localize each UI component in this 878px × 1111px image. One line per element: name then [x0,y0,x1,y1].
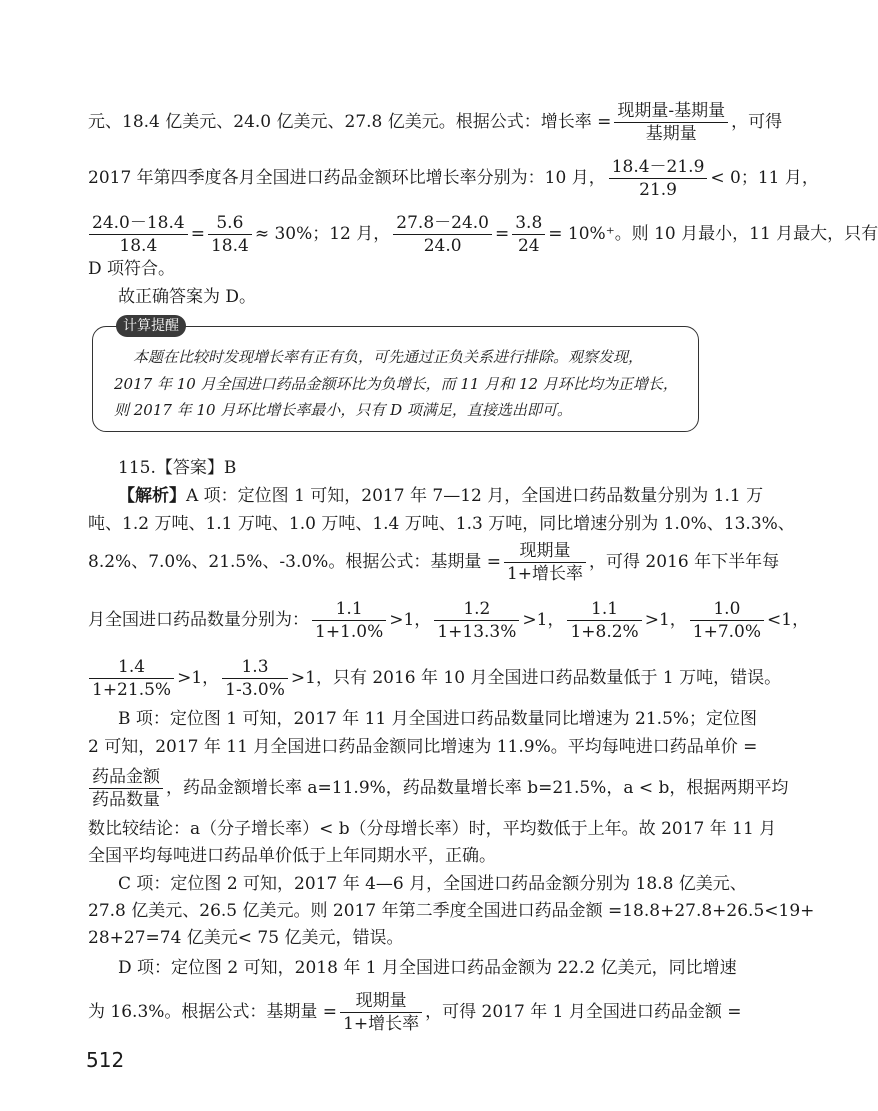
analysis-d-line-2: 为 16.3%。根据公式：基期量 = $\frac{\text{现期量}}{\text{1+增长率}}$ ，可得 2017 年 1 月全国进口药品金额 = [88,991,742,1034]
fraction-growth-formula: $\frac{\text{现期量-基期量}}{\text{基期量}}$ [614,100,728,145]
calculation-reminder-tag: 计算提醒 [116,315,186,337]
fraction-dec-simplified: $\frac{3.8}{24}$ [512,212,545,257]
fraction-avg-price: $\frac{\text{药品金额}}{\text{药品数量}}$ [89,766,163,811]
analysis-a-line-5: $\frac{1.4}{1+21.5\%}$ >1， $\frac{1.3}{1-3.0\%}$ >1，只有 2016 年 10 月全国进口药品数量低于 1 万吨，错误。 [86,656,781,701]
fraction-oct: $\frac{18.4-21.9}{21.9}$ [609,156,708,201]
analysis-a-line-4: 月全国进口药品数量分别为： $\frac{1.1}{1+1.0\%}$ >1， $\frac{1.2}{1+13.3\%}$ >1， $\frac{1.1}{1+8.2\%}$ >1， $\frac{1.0}{1+7.0\%}$ <1， [88,599,810,642]
analysis-c-line-3: 28+27=74 亿美元< 75 亿美元，错误。 [88,928,404,948]
text-line-3: $\frac{24.0-18.4}{18.4}$ = $\frac{5.6}{18.4}$ ≈ 30%；12 月， $\frac{27.8-24.0}{24.0}$ = $\frac{3.8}{24}$ = 10%⁺。则 10 月最小，11 月最大，只有 [86,212,878,257]
text-line-4: D 项符合。 [88,259,176,279]
fraction-base-formula: $\frac{\text{现期量}}{\text{1+增长率}}$ [504,540,586,585]
analysis-b-line-2: 2 可知，2017 年 11 月全国进口药品金额同比增速为 11.9%。平均每吨进口药品单价 = [88,737,758,757]
text-line-2: 2017 年第四季度各月全国进口药品金额环比增长率分别为：10 月， $\frac{18.4-21.9}{21.9}$ < 0；11 月， [88,157,819,200]
page-number: 512 [86,1048,125,1072]
analysis-b-line-5: 全国平均每吨进口药品单价低于上年同期水平，正确。 [88,846,496,866]
note-line-1: 本题在比较时发现增长率有正有负，可先通过正负关系进行排除。观察发现， [133,348,644,366]
analysis-c-line-1: C 项：定位图 2 可知，2017 年 4—6 月，全国进口药品金额分别为 18.8 亿美元、 [118,874,747,894]
fraction-dec-qty: $\frac{1.3}{1-3.0\%}$ [222,656,288,701]
fraction-dec: $\frac{27.8-24.0}{24.0}$ [393,212,492,257]
analysis-b-line-3: $\frac{\text{药品金额}}{\text{药品数量}}$ ，药品金额增长率 a=11.9%，药品数量增长率 b=21.5%，a < b，根据两期平均 [86,766,788,811]
fraction-nov-qty: $\frac{1.4}{1+21.5\%}$ [89,656,174,701]
analysis-a-line-1: 【解析】A 项：定位图 1 可知，2017 年 7—12 月，全国进口药品数量分别为 1.1 万 [118,486,764,506]
analysis-d-line-1: D 项：定位图 2 可知，2018 年 1 月全国进口药品金额为 22.2 亿美元，同比增速 [118,958,737,978]
note-line-2: 2017 年 10 月全国进口药品金额环比为负增长，而 11 月和 12 月环比均为正增长， [114,375,678,393]
answer-line: 故正确答案为 D。 [118,287,257,307]
text-line-1: 元、18.4 亿美元、24.0 亿美元、27.8 亿美元。根据公式：增长率 = $\frac{\text{现期量-基期量}}{\text{基期量}}$ ，可得 [88,101,783,144]
fraction-oct-qty: $\frac{1.0}{1+7.0\%}$ [690,598,764,643]
analysis-a-line-2: 吨、1.2 万吨、1.1 万吨、1.0 万吨、1.4 万吨、1.3 万吨，同比增速分别为 1.0%、13.3%、 [88,514,795,534]
fraction-nov-simplified: $\frac{5.6}{18.4}$ [208,212,252,257]
question-115-title: 115.【答案】B [118,458,237,478]
analysis-b-line-4: 数比较结论：a（分子增长率）< b（分母增长率）时，平均数低于上年。故 2017 年 11 月 [88,819,777,839]
analysis-b-line-1: B 项：定位图 1 可知，2017 年 11 月全国进口药品数量同比增速为 21.5%；定位图 [118,709,758,729]
note-line-3: 则 2017 年 10 月环比增长率最小，只有 D 项满足，直接选出即可。 [114,401,572,419]
fraction-aug: $\frac{1.2}{1+13.3\%}$ [434,598,519,643]
fraction-nov: $\frac{24.0-18.4}{18.4}$ [89,212,188,257]
fraction-jul: $\frac{1.1}{1+1.0\%}$ [312,598,386,643]
analysis-a-line-3: 8.2%、7.0%、21.5%、-3.0%。根据公式：基期量 = $\frac{\text{现期量}}{\text{1+增长率}}$ ，可得 2016 年下半年每 [88,541,780,584]
fraction-base-formula-d: $\frac{\text{现期量}}{\text{1+增长率}}$ [340,990,422,1035]
analysis-c-line-2: 27.8 亿美元、26.5 亿美元。则 2017 年第二季度全国进口药品金额 =18.8+27.8+26.5<19+ [88,901,815,921]
fraction-sep: $\frac{1.1}{1+8.2\%}$ [567,598,641,643]
